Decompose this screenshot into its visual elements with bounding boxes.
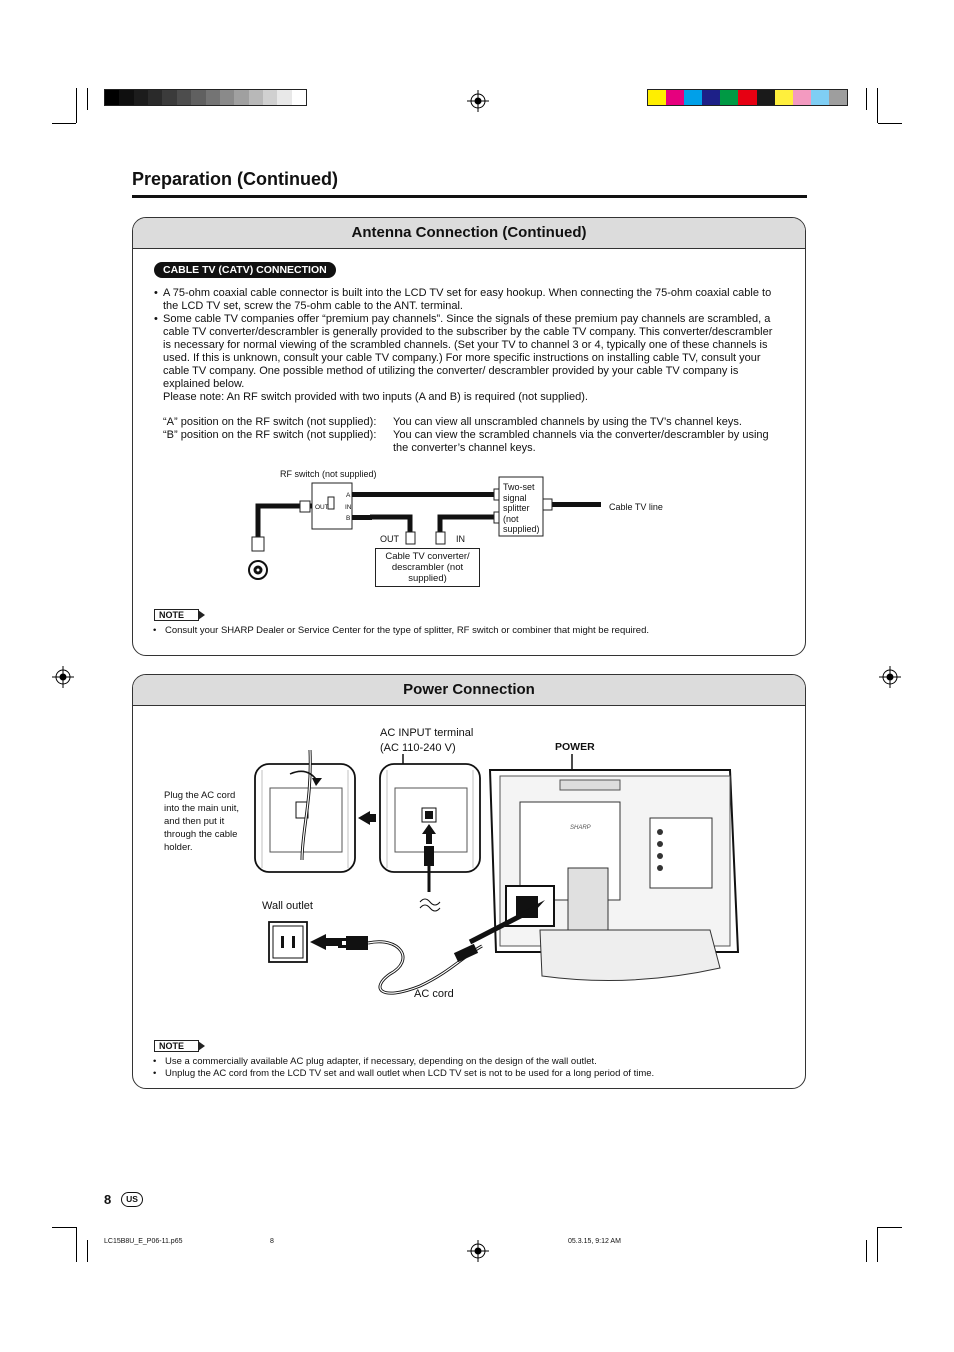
color-swatch [720,90,738,105]
crop-mark [877,88,878,123]
rf-switch-out-label: OUT [315,504,329,511]
color-swatch [811,90,829,105]
footer-page: 8 [270,1238,274,1245]
rf-switch-note: Please note: An RF switch provided with two inputs (A and B) is required (not supplied). [163,391,588,403]
antenna-section-heading: Antenna Connection (Continued) [133,218,805,249]
ac-cord-label: AC cord [414,988,454,1000]
plug-instructions: Plug the AC cord into the main unit, and then put it through the cable holder. [164,790,239,853]
color-swatch [648,90,666,105]
region-badge [121,1192,143,1207]
crop-mark [76,88,77,123]
antenna-note [153,625,793,637]
color-swatch [829,90,847,105]
color-swatch [702,90,720,105]
ac-input-label-line2: (AC 110-240 V) [380,742,456,754]
crop-mark [878,1227,902,1228]
position-b-text: You can view the scrambled channels via the converter/descrambler by using the converter’s channel keys. [393,429,769,454]
power-section-heading: Power Connection [133,675,805,706]
crop-mark [878,123,902,124]
rf-switch-in-label: IN [345,504,352,511]
gray-swatch [191,90,205,105]
bullet-premium-channels [154,313,780,404]
title-rule [132,195,807,198]
gray-swatch [105,90,119,105]
registration-mark-bottom [467,1240,489,1262]
gray-swatch [206,90,220,105]
crop-mark [877,1227,878,1262]
ac-input-label-line1: AC INPUT terminal [380,727,474,739]
page-number: 8 [104,1192,112,1207]
color-swatch [666,90,684,105]
crop-mark [87,1240,88,1262]
antenna-note-item: • Consult your SHARP Dealer or Service Center for the type of splitter, RF switch or combiner that might be required. [153,625,793,637]
gray-swatch [249,90,263,105]
color-swatch [793,90,811,105]
converter-in-label: IN [456,534,465,544]
power-note-item: • Unplug the AC cord from the LCD TV set and wall outlet when LCD TV set is not to be used for a long period of time. [153,1068,793,1080]
gray-swatch [277,90,291,105]
gray-swatch [234,90,248,105]
gray-swatch [263,90,277,105]
power-note-item: • Use a commercially available AC plug adapter, if necessary, depending on the design of the wall outlet. [153,1056,793,1068]
color-swatch [757,90,775,105]
rf-switch-b-label: B [346,515,351,522]
position-a-text: You can view all unscrambled channels by using the TV’s channel keys. [393,416,742,428]
converter-box: Cable TV converter/ descrambler (not supplied) [375,548,480,587]
cable-tv-pill: CABLE TV (CATV) CONNECTION [154,262,336,278]
converter-out-label: OUT [380,534,399,544]
position-b-label: “B” position on the RF switch (not supplied): [163,429,377,441]
power-connection-diagram [250,740,750,1000]
crop-mark [866,88,867,110]
registration-mark-left [52,666,74,688]
color-swatch [684,90,702,105]
position-a-label: “A” position on the RF switch (not supplied): [163,416,377,428]
registration-mark-right [879,666,901,688]
power-note-badge: NOTE [154,1040,199,1052]
splitter-label: Two-set signal splitter (not supplied) [503,482,540,534]
power-label: POWER [555,741,595,753]
color-swatch [775,90,793,105]
antenna-body-text [154,287,780,404]
gray-swatch [134,90,148,105]
region-badge-text: US [126,1194,138,1204]
rf-switch-label: RF switch (not supplied) [280,469,377,479]
crop-mark [52,1227,76,1228]
crop-mark [76,1227,77,1262]
bullet-coaxial: • A 75-ohm coaxial cable connector is built into the LCD TV set for easy hookup. When connecting the 75-ohm coaxial cable to the LCD TV set, screw the 75-ohm cable to the ANT. terminal. [154,287,780,313]
color-swatch [738,90,756,105]
power-notes [153,1056,793,1080]
tv-brand-text: SHARP [570,825,591,831]
registration-mark-top [467,90,489,112]
crop-mark [87,88,88,110]
gray-swatch [220,90,234,105]
cmyk-color-bar [647,89,848,106]
footer-file-name: LC15B8U_E_P06-11.p65 [104,1238,183,1245]
cable-tv-line-label: Cable TV line [609,502,663,512]
crop-mark [866,1240,867,1262]
page-title: Preparation (Continued) [132,169,338,189]
rf-switch-a-label: A [346,492,351,499]
crop-mark [52,123,76,124]
gray-swatch [162,90,176,105]
gray-swatch [292,90,306,105]
gray-swatch [148,90,162,105]
grayscale-color-bar [104,89,307,106]
premium-channels-text: Some cable TV companies offer “premium pay channels”. Since the signals of these premium pay channels are scrambled, a cable TV converter/descrambler is generally provided to the subscriber by the cable TV company. This converter/descrambler is necessary for normal viewing of the scrambled channels. (Set your TV to channel 3 or 4, typically one of these channels is used. If this is unknown, consult your cable TV company.) For more specific instructions on installing cable TV, consult your cable TV company. One possible method of utilizing the converter/ descrambler provided by your cable TV company is explained below. [163,313,773,390]
gray-swatch [119,90,133,105]
gray-swatch [177,90,191,105]
antenna-note-badge: NOTE [154,609,199,621]
wall-outlet-label: Wall outlet [262,900,313,912]
footer-timestamp: 05.3.15, 9:12 AM [568,1238,621,1245]
